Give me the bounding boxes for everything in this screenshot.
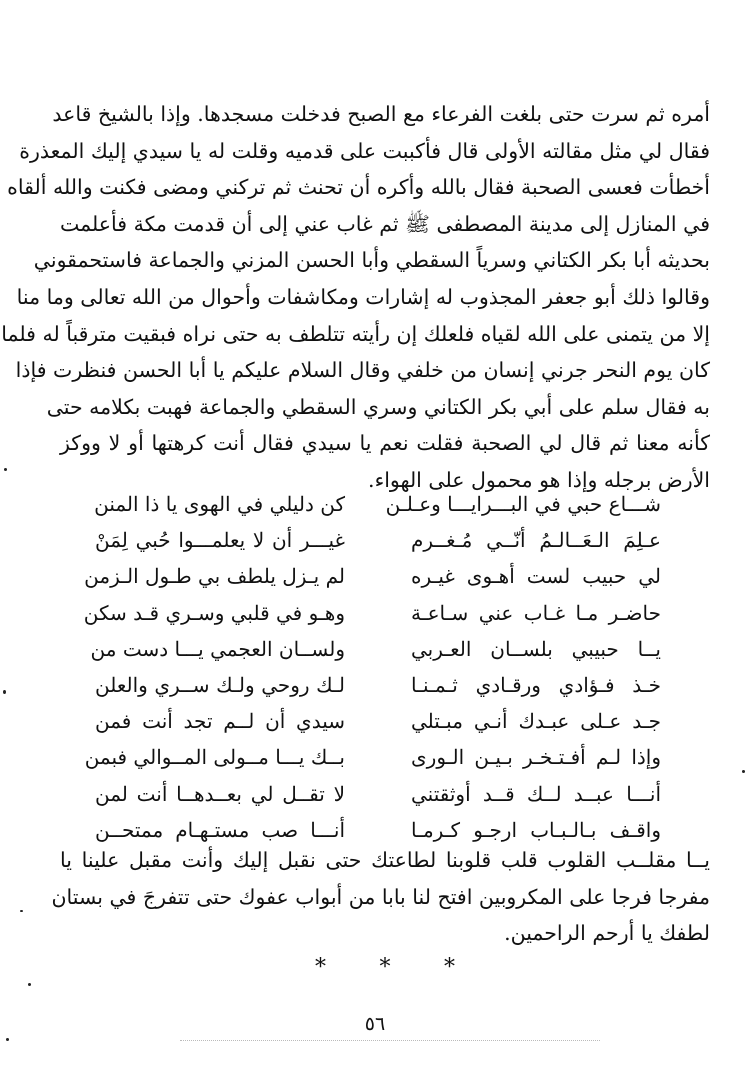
poem-verse xyxy=(84,558,661,594)
verse-second-hemistich: أنـــا صب مستـهـام ممتحــن xyxy=(95,817,345,842)
scan-speck xyxy=(3,690,6,694)
poem-verse xyxy=(84,739,661,775)
text-line: أخطأت فعسى الصحبة فقال بالله وأكره أن تحنث ثم تركني ومضى فكنت والله ألقاه xyxy=(7,175,710,200)
verse-first-hemistich: وإذا لـم أفـتـخـر بـيـن الـورى xyxy=(411,745,661,770)
poem-verse xyxy=(90,631,661,667)
scan-speck xyxy=(28,983,31,986)
poem-verse xyxy=(95,776,661,812)
text-line: كان يوم النحر جرني إنسان من خلفي وقال السلام عليكم يا أبا الحسن فنظرت فإذا xyxy=(15,358,710,383)
scan-speck xyxy=(4,468,7,471)
verse-second-hemistich: وهـو في قلبي وسـري قـد سكن xyxy=(83,600,345,625)
text-line: بحديثه أبا بكر الكتاني وسرياً السقطي وأبا الحسن المزني والجماعة فاستحمقوني xyxy=(33,248,710,273)
verse-second-hemistich: ولســان العجمي يـــا دست من xyxy=(90,636,345,661)
scan-speck xyxy=(742,770,745,773)
text-line: وقالوا ذلك أبو جعفر المجذوب له إشارات ومكاشفات وأحوال من الله تعالى وما منا xyxy=(16,284,710,309)
verse-first-hemistich: واقـف بـالـبـاب ارجـو كـرمـا xyxy=(411,817,661,842)
poem-verse xyxy=(95,667,661,703)
page-number: ٥٦ xyxy=(364,1013,386,1035)
poem-verse xyxy=(95,486,661,522)
verse-first-hemistich: شـــاع حبي في البـــرايـــا وعـلـن xyxy=(385,492,661,516)
verse-first-hemistich: خـذ فـؤادي ورقـادي ثـمـنـا xyxy=(411,672,661,697)
verse-second-hemistich: لم يـزل يلطف بي طـول الـزمن xyxy=(84,564,345,589)
top-paragraph xyxy=(1,96,710,499)
text-line: في المنازل إلى مدينة المصطفى ﷺ ثم غاب عني إلى أن قدمت مكة فأعلمت xyxy=(60,211,710,236)
verse-second-hemistich: غيـــر أن لا يعلمـــوا حُبي لِمَنْ xyxy=(95,528,345,553)
text-line: أمره ثم سرت حتى بلغت الفرعاء مع الصبح فدخلت مسجدها. وإذا بالشيخ قاعد xyxy=(52,102,710,126)
poem xyxy=(83,486,661,848)
poem-verse xyxy=(95,703,661,739)
verse-first-hemistich: أنـــا عبــد لــك قــد أوثقتني xyxy=(411,781,661,806)
verse-second-hemistich: لا تقــل لي بعــدهــا أنت لمن xyxy=(95,781,345,806)
closing-prayer xyxy=(51,842,710,952)
verse-first-hemistich: يــا حبيبي بلســان العـربي xyxy=(411,636,661,661)
scan-dotted-line xyxy=(180,1040,600,1041)
separator-star: * xyxy=(379,955,391,980)
verse-second-hemistich: سيدي أن لــم تجد أنت فمن xyxy=(95,709,345,734)
separator-star: * xyxy=(315,955,326,980)
text-line: إلا من يتمنى على الله لقياه فلعلك إن رأيته تتلطف به حتى نراه فبقيت مترقباً له فلما xyxy=(1,321,710,346)
verse-first-hemistich: حاضـر مـا غـاب عني سـاعـة xyxy=(411,600,661,625)
poem-verse xyxy=(95,522,661,558)
verse-second-hemistich: كن دليلي في الهوى يا ذا المنن xyxy=(94,492,345,516)
text-line: الأرض برجله وإذا هو محمول على الهواء. xyxy=(368,467,710,492)
scan-speck xyxy=(20,910,23,912)
text-line: كأنه معنا ثم قال لي الصحبة فقلت نعم يا سيدي فقال أنت كرهتها أو لا ووكز xyxy=(60,431,710,456)
text-line: به فقال سلم على أبي بكر الكتاني وسري السقطي والجماعة فهبت بكلامه حتى xyxy=(46,394,710,419)
verse-first-hemistich: لي حبيب لست أهـوى غيـره xyxy=(411,564,661,589)
verse-first-hemistich: عـلِمَ الـعَــالـمُ أنّــي مُـغــرم xyxy=(411,528,661,553)
text-line: مفرجا فرجا على المكروبين افتح لنا بابا من أبواب عفوك حتى تتفرجَ في بستان xyxy=(51,884,710,909)
verse-first-hemistich: جـد عـلى عبـدك أنـي مبـتلي xyxy=(411,709,661,734)
text-line: لطفك يا أرحم الراحمين. xyxy=(504,921,710,946)
text-line: فقال لي مثل مقالته الأولى قال فأكببت على قدميه وقلت له يا سيدي إليك المعذرة xyxy=(19,138,710,163)
text-line: يــا مقلــب القلوب قلب قلوبنا لطاعتك حتى نقبل إليك وأنت مقبل علينا يا xyxy=(60,848,710,872)
section-separator xyxy=(315,955,455,980)
scan-speck xyxy=(6,1038,9,1041)
separator-star: * xyxy=(444,955,455,980)
verse-second-hemistich: بــك يـــا مــولى المــوالي فبمن xyxy=(84,745,345,770)
verse-second-hemistich: لـك روحي ولـك ســري والعلن xyxy=(95,672,345,697)
poem-verse xyxy=(83,595,661,631)
